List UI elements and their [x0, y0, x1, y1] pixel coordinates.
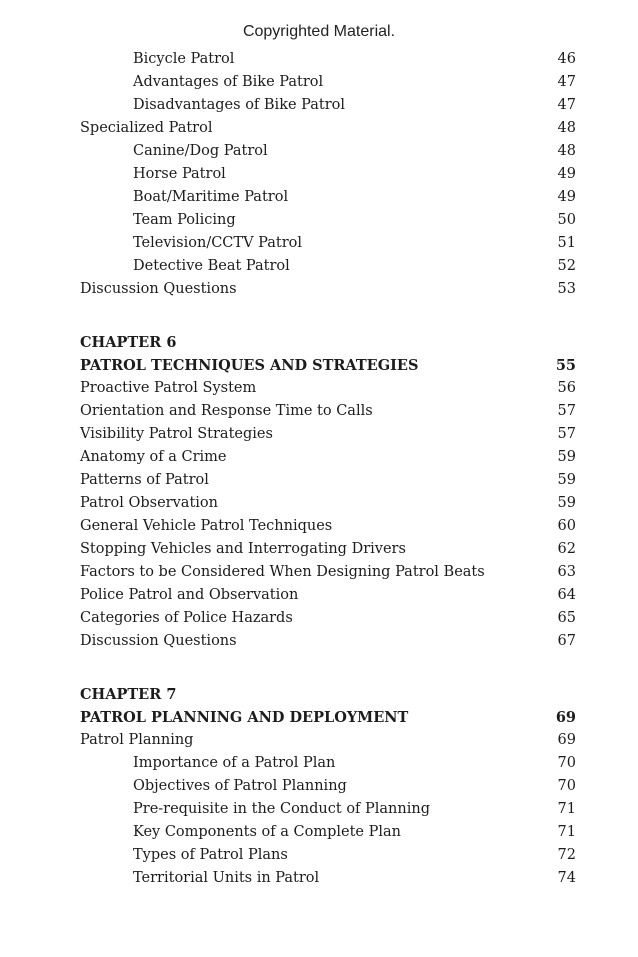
- toc-entry[interactable]: [80, 752, 576, 775]
- toc-entry-page: 59: [557, 472, 576, 488]
- toc-entry[interactable]: [80, 515, 576, 538]
- toc-entry-title: Factors to be Considered When Designing Patrol Beats: [80, 564, 485, 580]
- chapter-page: 69: [555, 709, 576, 726]
- toc-entry-page: 59: [557, 449, 576, 465]
- toc-entry-page: 57: [557, 403, 576, 419]
- toc-entry-page: 49: [557, 189, 576, 205]
- toc-entry-title: Anatomy of a Crime: [80, 449, 227, 465]
- toc-entry-page: 56: [557, 380, 576, 396]
- toc-entry[interactable]: [80, 377, 576, 400]
- toc-entry-page: 49: [557, 166, 576, 182]
- toc-entry-title: Patrol Planning: [80, 732, 194, 748]
- toc-entry-title: Specialized Patrol: [80, 120, 213, 136]
- toc-entry-page: 47: [557, 74, 576, 90]
- toc-entry[interactable]: [80, 163, 576, 186]
- toc-entry[interactable]: [80, 798, 576, 821]
- chapter-title: PATROL PLANNING AND DEPLOYMENT: [80, 709, 409, 726]
- toc-entry-title: Discussion Questions: [80, 281, 237, 297]
- toc-entry-page: 70: [557, 755, 576, 771]
- toc-entry-page: 59: [557, 495, 576, 511]
- section-gap: [80, 653, 576, 683]
- toc-entry[interactable]: [80, 630, 576, 653]
- toc-entry[interactable]: [80, 255, 576, 278]
- chapter-7-heading[interactable]: [80, 706, 576, 729]
- toc-entry-title: Disadvantages of Bike Patrol: [133, 97, 346, 113]
- toc-entry[interactable]: [80, 469, 576, 492]
- toc-entry[interactable]: [80, 48, 576, 71]
- toc-entry[interactable]: [80, 821, 576, 844]
- toc-entry-page: 71: [557, 801, 576, 817]
- toc-entry-page: 63: [557, 564, 576, 580]
- toc-entry-page: 65: [557, 610, 576, 626]
- chapter-6-label: [80, 331, 576, 354]
- toc-entry-title: Visibility Patrol Strategies: [80, 426, 273, 442]
- toc-entry[interactable]: [80, 140, 576, 163]
- toc-entry-page: 64: [557, 587, 576, 603]
- toc-entry-title: Boat/Maritime Patrol: [133, 189, 289, 205]
- toc-entry-title: Stopping Vehicles and Interrogating Drivers: [80, 541, 406, 557]
- chapter-6-heading[interactable]: [80, 354, 576, 377]
- toc-entry[interactable]: [80, 446, 576, 469]
- toc-entry-page: 50: [557, 212, 576, 228]
- toc-entry-page: 48: [557, 143, 576, 159]
- toc-entry-page: 46: [557, 51, 576, 67]
- toc-entry-title: Team Policing: [133, 212, 236, 228]
- toc-entry[interactable]: [80, 844, 576, 867]
- toc-entry[interactable]: [80, 775, 576, 798]
- toc-entry-page: 70: [557, 778, 576, 794]
- toc-entry-title: Patterns of Patrol: [80, 472, 209, 488]
- toc-entry[interactable]: [80, 186, 576, 209]
- toc-entry-title: Police Patrol and Observation: [80, 587, 299, 603]
- toc-entry-title: Horse Patrol: [133, 166, 226, 182]
- table-of-contents: [80, 48, 576, 890]
- toc-entry[interactable]: [80, 584, 576, 607]
- toc-entry[interactable]: [80, 278, 576, 301]
- toc-entry-page: 53: [557, 281, 576, 297]
- toc-entry[interactable]: [80, 729, 576, 752]
- toc-entry[interactable]: [80, 71, 576, 94]
- section-gap: [80, 301, 576, 331]
- toc-entry-title: Bicycle Patrol: [133, 51, 235, 67]
- toc-entry[interactable]: [80, 400, 576, 423]
- toc-entry-page: 47: [557, 97, 576, 113]
- toc-entry-page: 60: [557, 518, 576, 534]
- toc-entry-page: 74: [557, 870, 576, 886]
- toc-entry[interactable]: [80, 94, 576, 117]
- toc-entry[interactable]: [80, 538, 576, 561]
- chapter-label: CHAPTER 7: [80, 686, 177, 703]
- toc-entry-page: 48: [557, 120, 576, 136]
- toc-entry-title: Patrol Observation: [80, 495, 218, 511]
- toc-entry-title: Advantages of Bike Patrol: [133, 74, 324, 90]
- toc-entry-page: 62: [557, 541, 576, 557]
- toc-entry[interactable]: [80, 492, 576, 515]
- toc-entry-title: Objectives of Patrol Planning: [133, 778, 347, 794]
- chapter-7-label: [80, 683, 576, 706]
- toc-entry[interactable]: [80, 117, 576, 140]
- toc-entry-title: Proactive Patrol System: [80, 380, 257, 396]
- toc-entry-title: Detective Beat Patrol: [133, 258, 290, 274]
- toc-entry[interactable]: [80, 561, 576, 584]
- toc-entry-page: 69: [557, 732, 576, 748]
- toc-entry-title: Importance of a Patrol Plan: [133, 755, 336, 771]
- toc-entry-page: 72: [557, 847, 576, 863]
- toc-entry-title: Categories of Police Hazards: [80, 610, 293, 626]
- toc-entry-title: General Vehicle Patrol Techniques: [80, 518, 333, 534]
- copyright-watermark: Copyrighted Material.: [242, 23, 396, 40]
- toc-entry-page: 52: [557, 258, 576, 274]
- toc-entry[interactable]: [80, 607, 576, 630]
- toc-entry-title: Canine/Dog Patrol: [133, 143, 268, 159]
- toc-entry-title: Pre-requisite in the Conduct of Planning: [133, 801, 430, 817]
- toc-entry-title: Types of Patrol Plans: [133, 847, 288, 863]
- toc-entry-page: 71: [557, 824, 576, 840]
- chapter-title: PATROL TECHNIQUES AND STRATEGIES: [80, 357, 419, 374]
- toc-entry[interactable]: [80, 423, 576, 446]
- toc-entry[interactable]: [80, 867, 576, 890]
- toc-entry[interactable]: [80, 232, 576, 255]
- toc-entry-title: Key Components of a Complete Plan: [133, 824, 401, 840]
- toc-entry-page: 51: [557, 235, 576, 251]
- toc-entry-page: 57: [557, 426, 576, 442]
- toc-entry[interactable]: [80, 209, 576, 232]
- chapter-label: CHAPTER 6: [80, 334, 177, 351]
- toc-entry-page: 67: [557, 633, 576, 649]
- chapter-page: 55: [555, 357, 576, 374]
- toc-entry-title: Television/CCTV Patrol: [133, 235, 303, 251]
- toc-entry-title: Territorial Units in Patrol: [133, 870, 320, 886]
- toc-entry-title: Orientation and Response Time to Calls: [80, 403, 373, 419]
- toc-entry-title: Discussion Questions: [80, 633, 237, 649]
